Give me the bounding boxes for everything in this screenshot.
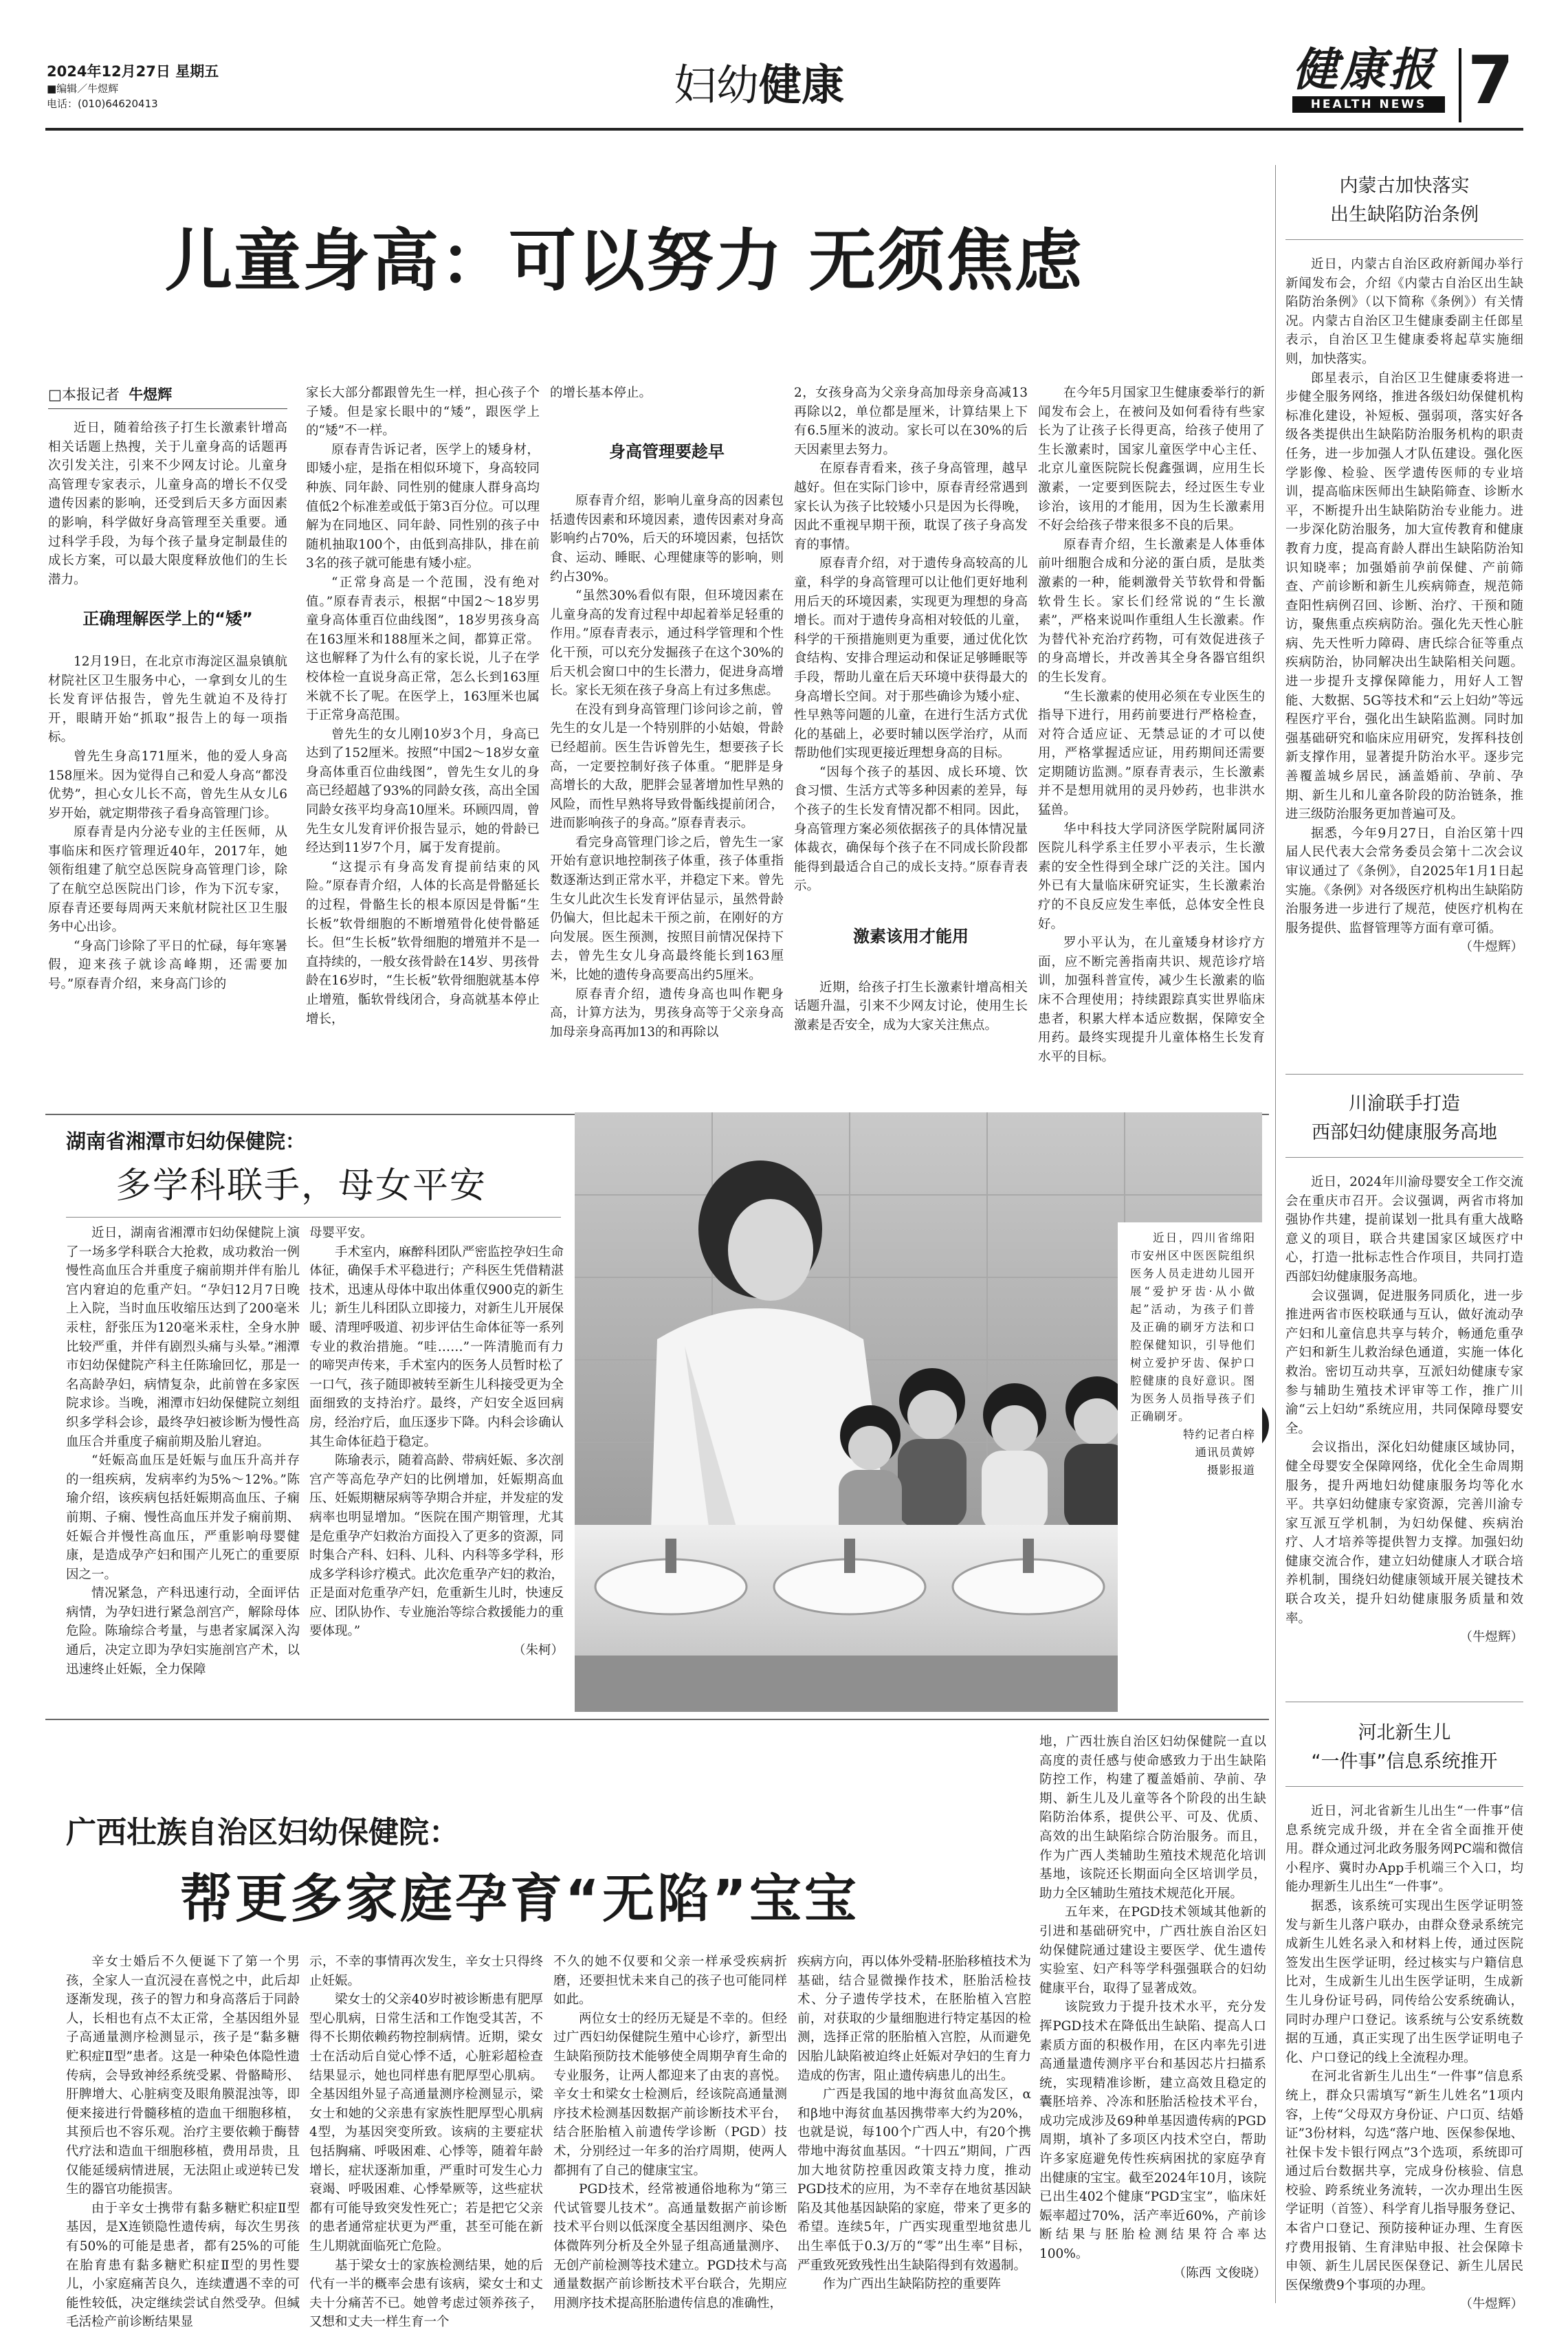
paragraph: “因每个孩子的基因、成长环境、饮食习惯、生活方式等多种因素的差异，每个孩子的生长发育情况都不相同。因此，身高管理方案必须依据孩子的具体情况量体裁衣，确保每个孩子在不同成长阶段都能得到最适合自己的成长支持。”原春青表示。 bbox=[794, 764, 1028, 894]
hunan-rule bbox=[66, 1217, 561, 1218]
masthead-divider bbox=[1459, 48, 1461, 122]
paragraph: 作为广西出生缺陷防控的重要阵 bbox=[823, 2277, 1002, 2292]
side-title-line-2: 出生缺陷防治条例 bbox=[1330, 204, 1479, 226]
paragraph: 看完身高管理门诊之后，曾先生一家开始有意识地控制孩子体重，孩子体重指数逐渐达到正常水平，并稳定下来。曾先生女儿此次生长发育评估显示，虽然骨龄仍偏大，但比起未干预之前，在刚好的方向发展。医生预测，按照目前情况保持下去，曾先生女儿身高最终能长到163厘米，比她的遗传身高要高出约5厘米。 bbox=[550, 835, 784, 983]
hunan-author: （朱柯） bbox=[512, 1643, 564, 1658]
main-headline: 儿童身高：可以努力 无须焦虑 bbox=[165, 222, 1084, 300]
paragraph: 原春青介绍，影响儿童身高的因素包括遗传因素和环境因素，遗传因素对身高影响约占70%，后天的环境因素，包括饮食、运动、睡眠、心理健康等的影响，则约占30%。 bbox=[550, 494, 784, 584]
paragraph: 会议指出，深化妇幼健康区域协同，健全母婴安全保障网络，优化全生命周期服务，提升两地妇幼健康服务均等化水平。共享妇幼健康专家资源，完善川渝专家互派互学机制，为妇幼保健、疾病治疗、人才培养等提供智力支撑。加强妇幼健康交流合作，建立妇幼健康人才联合培养机制，围绕妇幼健康领域开展关键技术联合攻关，提升妇幼健康服务质量和效率。 bbox=[1285, 1440, 1523, 1626]
caption-text: 近日，四川省绵阳市安州区中医医院组织医务人员走进幼儿园开展“爱护牙齿·从小做起”活动，为孩子们普及正确的刷牙方法和口腔保健知识，引导他们树立爱护牙齿、保护口腔健康的良好意识。图为医务人员指导孩子们正确刷牙。 bbox=[1130, 1231, 1255, 1423]
paragraph: 五年来，在PGD技术领域其他新的引进和基础研究中，广西壮族自治区妇幼保健院通过建设主要医学、优生遗传实验室、妇产科等学科强强联合的妇幼健康平台，取得了显著成效。 bbox=[1039, 1905, 1266, 1996]
paragraph: 疾病方向，再以体外受精-胚胎移植技术为基础，结合显微操作技术，胚胎活检技术、分子遗传学技术，在胚胎植入宫腔前，对获取的少量细胞进行特定基因的检测，选择正常的胚胎植入宫腔，从而避免因胎儿缺陷被迫终止妊娠对孕妇的生育力造成的伤害，阻止遗传病患儿的出生。 bbox=[797, 1955, 1031, 2083]
paragraph: “生长激素的使用必须在专业医生的指导下进行，用药前要进行严格检查，对符合适应证、无禁忌证的才可以使用，严格掌握适应证，用药期间还需要定期随访监测。”原春青表示，生长激素并不是想用就用的灵丹妙药，也非洪水猛兽。 bbox=[1038, 689, 1265, 818]
paragraph: 近日，湖南省湘潭市妇幼保健院上演了一场多学科联合大抢救，成功救治一例慢性高血压合并重度子痫前期并伴有胎儿宫内窘迫的危重产妇。“孕妇12月7日晚上入院，当时血压收缩压达到了200毫米汞柱，舒张压为120毫米汞柱，全身水肿比较严重，并伴有剧烈头痛与头晕。”湘潭市妇幼保健院产科主任陈瑜回忆，那是一名高龄孕妇，病情复杂，此前曾在多家医院求诊。当晚，湘潭市妇幼保健院立刻组织多学科会诊，最终孕妇被诊断为慢性高血压合并重度子痫前期及胎儿窘迫。 bbox=[66, 1226, 300, 1449]
guangxi-title: 帮更多家庭孕育“无陷”宝宝 bbox=[180, 1868, 859, 1929]
photo-credit-1: 特约记者白梓 bbox=[1183, 1428, 1255, 1441]
main-col-4 bbox=[794, 384, 1028, 1112]
paragraph: 曾先生的女儿刚10岁3个月，身高已达到了152厘米。按照“中国2～18岁女童身高体重百位曲线图”，曾先生女儿的身高已经超越了93%的同龄女孩，高出全国同龄女孩平均身高10厘米。环顾四周，曾先生女儿发育评价报告显示，她的骨龄已经达到11岁7个月，属于发育提前。 bbox=[306, 727, 540, 856]
paragraph: 郎星表示，自治区卫生健康委将进一步健全服务网络，推进各级妇幼保健机构标准化建设，补短板、强弱项，落实好各级各类提供出生缺陷防治服务机构的职责任务，进一步加强人才队伍建设。强化医学影像、检验、医学遗传医师的专业培训，提高临床医师出生缺陷筛查、诊断水平，不断提升出生缺陷防治专业能力。进一步深化防治服务，加大宣传教育和健康教育力度，提高育龄人群出生缺陷防治知识知晓率；加强婚前孕前保健、产前筛查、产前诊断和新生儿疾病筛查，规范筛查阳性病例召回、诊断、治疗、干预和随访，聚焦重点疾病防治。强化先天性心脏病、先天性听力障碍、唐氏综合征等重点疾病防治，协同解决出生缺陷相关问题。进一步提升支撑保障能力，用好人工智能、大数据、5G等技术和“云上妇幼”等远程医疗平台，强化出生缺陷监测。同时加强基础研究和临床应用研究，发挥科技创新支撑作用，显著提升防治水平。逐步完善覆盖城乡居民，涵盖婚前、孕前、孕期、新生儿和儿童各阶段的防治链条，推进三级防治服务更加普遍可及。 bbox=[1285, 371, 1523, 822]
paragraph: 2，女孩身高为父亲身高加母亲身高减13再除以2，单位都是厘米，计算结果上下有6.5厘米的波动。家长可以在30%的后天因素里去努力。 bbox=[794, 386, 1028, 457]
paragraph: 母婴平安。 bbox=[309, 1226, 373, 1240]
paragraph: 12月19日，在北京市海淀区温泉镇航材院社区卫生服务中心，一拿到女儿的生长发育评估报告，曾先生就迫不及待打开，眼睛开始“抓取”报告上的每一项指标。 bbox=[48, 654, 287, 745]
photo-credit-3: 摄影报道 bbox=[1207, 1464, 1255, 1477]
section-rule-2 bbox=[45, 1719, 1269, 1720]
paragraph: PGD技术，经常被通俗地称为“第三代试管婴儿技术”。高通量数据产前诊断技术平台则以低深度全基因组测序、染色体微阵列分析及全外显子组高通量测序、无创产前检测等技术建立。PGD技术与高通量数据产前诊断技术平台联合，先期应用测序技术提高胚胎遗传信息的准确性， bbox=[553, 2182, 787, 2311]
side-title-rule bbox=[1285, 239, 1523, 240]
byline-name: 牛煜辉 bbox=[129, 386, 173, 403]
byline-prefix: □本报记者 bbox=[48, 386, 120, 403]
side-title-line-1: 内蒙古加快落实 bbox=[1339, 175, 1470, 197]
paragraph: 据悉，该系统可实现出生医学证明签发与新生儿落户联办，由群众登录系统完成新生儿姓名录入和材料上传，通过医院签发出生医学证明，经过核实与户籍信息比对，生成新生儿出生医学证明，生成新生儿身份证号码，同传给公安系统确认，同时办理户口登记。该系统与公安系统数据的互通，真正实现了出生医学证明电子化、户口登记的线上全流程办理。 bbox=[1285, 1898, 1523, 2065]
side-author: （牛煜辉） bbox=[1459, 2297, 1523, 2312]
side-rule-1 bbox=[1285, 1074, 1523, 1075]
paragraph: 该院致力于提升技术水平，充分发挥PGD技术在降低出生缺陷、提高人口素质方面的积极作用，在区内率先引进高通量遗传测序平台和基因芯片扫描系统，实现精准诊断，建立高效且稳定的囊胚培养、冷冻和胚胎活检技术平台，成功完成涉及69种单基因遗传病的PGD周期，填补了多项区内技术空白，帮助许多家庭避免传性疾病困扰的家庭孕育出健康的宝宝。截至2024年10月，该院已出生402个健康“PGD宝宝”，临床妊娠率超过70%，活产率近60%，产前诊断结果与胚胎检测结果符合率达100%。 bbox=[1039, 2000, 1266, 2262]
paragraph: 近日，2024年川渝母婴安全工作交流会在重庆市召开。会议强调，两省市将加强协作共建，提前谋划一批具有重大战略意义的项目，联合共建国家区域医疗中心，打造一批标志性合作项目，共同打造西部妇幼健康服务高地。 bbox=[1285, 1175, 1523, 1284]
main-col-3 bbox=[550, 384, 784, 1112]
side-author: （牛煜辉） bbox=[1459, 1630, 1523, 1645]
side-title-line-1: 河北新生儿 bbox=[1358, 1722, 1451, 1744]
guangxi-kicker: 广西壮族自治区妇幼保健院： bbox=[66, 1815, 459, 1850]
sidebar-item-1 bbox=[1285, 172, 1523, 1059]
paragraph: 不久的她不仅要和父亲一样承受疾病折磨，还要担忧未来自己的孩子也可能同样如此。 bbox=[553, 1955, 787, 2008]
guangxi-author: （陈西 文俊晓） bbox=[1173, 2265, 1266, 2280]
guangxi-col-5 bbox=[1039, 1732, 1266, 2296]
masthead-en: HEALTH NEWS bbox=[1292, 96, 1445, 113]
hunan-kicker: 湖南省湘潭市妇幼保健院： bbox=[66, 1130, 306, 1153]
subheading: 激素该用才能用 bbox=[853, 927, 969, 947]
side-title-rule bbox=[1285, 1786, 1523, 1787]
paragraph: 据悉，今年9月27日，自治区第十四届人民代表大会常务委员会第十二次会议审议通过了《条例》，自2025年1月1日起实施。《条例》对各级医疗机构出生缺陷防治服务进一步进行了规范，使医疗机构在服务提供、监督管理等方面有章可循。 bbox=[1285, 826, 1523, 936]
paragraph: “虽然30%看似有限，但环境因素在儿童身高的发育过程中却起着举足轻重的作用。”原春青表示，通过科学管理和个性化干预，可以充分发掘孩子在这个30%的后天机会窗口中的生长潜力，促进身高增长。家长无须在孩子身高上有过多焦虑。 bbox=[550, 588, 784, 698]
photo-credit-2: 通讯员黄婷 bbox=[1195, 1446, 1255, 1459]
photo-caption bbox=[1130, 1229, 1255, 1480]
paragraph: 原春青介绍，生长激素是人体垂体前叶细胞合成和分泌的蛋白质，是肽类激素的一种，能刺激骨关节软骨和骨骺软骨生长。家长们经常说的“生长激素”，严格来说叫作重组人生长激素。作为替代补充治疗药物，可有效促进孩子的身高增长，并改善其全身各器官组织的生长发育。 bbox=[1038, 537, 1265, 685]
sidebar-item-2 bbox=[1285, 1090, 1523, 1695]
paragraph: 陈瑜表示，随着高龄、带病妊娠、多次剖宫产等高危孕产妇的比例增加，妊娠期高血压、妊娠期糖尿病等孕期合并症，并发症的发病率也明显增加。“医院在围产期管理，尤其是危重孕产妇救治方面投入了更多的资源，同时集合产科、妇科、儿科、内科等多学科，形成多学科诊疗模式。此次危重孕产妇的救治，正是面对危重孕产妇，危重新生儿时，快速反应、团队协作、专业施治等综合救援能力的重要体现。” bbox=[309, 1453, 564, 1639]
paragraph: 的增长基本停止。 bbox=[550, 386, 652, 400]
guangxi-col-2 bbox=[309, 1952, 543, 2330]
paragraph: 近日，随着给孩子打生长激素针增高相关话题上热搜，关于儿童身高的话题再次引发关注，引来不少网友讨论。儿童身高管理专家表示，儿童身高的增长不仅受遗传因素的影响，还受到后天多方面因素的影响，科学做好身高管理至关重要。通过科学手段，为每个孩子量身定制最佳的成长方案，可以最大限度释放他们的生长潜力。 bbox=[48, 421, 287, 587]
paragraph: 在今年5月国家卫生健康委举行的新闻发布会上，在被问及如何看待有些家长为了让孩子长得更高，给孩子使用了生长激素时，国家儿童医学中心主任、北京儿童医院院长倪鑫强调，应用生长激素，一定要到医院去，经过医生专业诊治，该用的才能用，因为生长激素用不好会给孩子带来很多不良的后果。 bbox=[1038, 386, 1265, 534]
side-title-line-2: “一件事”信息系统推开 bbox=[1311, 1751, 1498, 1772]
paragraph: 原春青介绍，遗传身高也叫作靶身高，计算方法为，男孩身高等于父亲身高加母亲身高再加13的和再除以 bbox=[550, 987, 784, 1040]
side-body bbox=[1285, 1802, 1523, 2311]
paragraph: 两位女士的经历无疑是不幸的。但经过广西妇幼保健院生殖中心诊疗，新型出生缺陷预防技术能够使全周期孕育生命的专业服务，让两人都迎来了由衷的喜悦。辛女士和梁女士检测后，经该院高通量测序技术检测基因数据产前诊断技术平台，结合胚胎植入前遗传学诊断（PGD）技术，分别经过一年多的治疗周期，使两人都拥有了自己的健康宝宝。 bbox=[553, 2011, 787, 2178]
header-rule bbox=[45, 128, 1523, 131]
side-title-line-2: 西部妇幼健康服务高地 bbox=[1312, 1122, 1497, 1143]
side-body bbox=[1285, 1173, 1523, 1702]
main-col-2 bbox=[306, 384, 540, 1112]
side-body bbox=[1285, 255, 1523, 1066]
masthead-text: 健康报 bbox=[1292, 43, 1437, 96]
paragraph: 罗小平认为，在儿童矮身材诊疗方面，应不断完善指南共识、规范诊疗培训，加强科普宣传，减少生长激素的临床不合理使用；持续跟踪真实世界临床患者，积累大样本适应数据，保障安全用药。最终实现提升儿童体格生长发育水平的目标。 bbox=[1038, 936, 1265, 1064]
paragraph: “妊娠高血压是妊娠与血压升高并存的一组疾病，发病率约为5%～12%。”陈瑜介绍，该疾病包括妊娠期高血压、子痫前期、子痫、慢性高血压并发子痫前期、妊娠合并慢性高血压，严重影响母婴健康，是造成孕产妇和围产儿死亡的重要原因之一。 bbox=[66, 1453, 300, 1582]
paragraph: “这提示有身高发育提前结束的风险。”原春青介绍，人体的长高是骨骼延长的过程，骨骼生长的根本原因是骨骺“生长板”软骨细胞的不断增殖骨化使骨骼延长。但“生长板”软骨细胞的增殖并不是一直持续的，一般女孩骨龄在14岁、男孩骨龄在16岁时，“生长板”软骨细胞就基本停止增殖，骺软骨线闭合，身高就基本停止增长， bbox=[306, 859, 540, 1026]
masthead-logo bbox=[1292, 43, 1464, 118]
side-title-rule bbox=[1285, 1157, 1523, 1158]
paragraph: 由于辛女士携带有黏多糖贮积症Ⅱ型基因，是X连锁隐性遗传病，每次生男孩有50%的可能是患者，都有25%的可能在胎育患有黏多糖贮积症Ⅱ型的男性婴儿，小家庭痛苦良久，连续遭遇不幸的可能性较低，决定继续尝试自然受孕。但缄毛活检产前诊断结果显 bbox=[66, 2201, 300, 2330]
paragraph: 手术室内，麻醉科团队严密监控孕妇生命体征，确保手术平稳进行；产科医生凭借精湛技术，迅速从母体中取出体重仅900克的新生儿；新生儿科团队立即接力，对新生儿开展保暖、清理呼吸道、初步评估生命体征等一系列专业的救治措施。“哇……”一阵清脆而有力的啼哭声传来，手术室内的医务人员暂时松了一口气，孩子随即被转至新生儿科接受更为全面细致的支持治疗。最终，产妇安全返回病房，经治疗后，血压逐步下降。内科会诊确认其生命体征趋于稳定。 bbox=[309, 1244, 564, 1449]
hunan-col-2 bbox=[309, 1224, 564, 1712]
hunan-title: 多学科联手，母女平安 bbox=[115, 1165, 487, 1207]
paragraph: 在没有到身高管理门诊问诊之前，曾先生的女儿是一个特别胖的小姑娘，骨龄已经超前。医生告诉曾先生，想要孩子长高，一定要控制好孩子体重。“肥胖是身高增长的大敌，肥胖会显著增加性早熟的风险，而性早熟将导致骨骺线提前闭合，进而影响孩子的身高。”原春青表示。 bbox=[550, 702, 784, 831]
hunan-col-1 bbox=[66, 1224, 300, 1712]
paragraph: 华中科技大学同济医学院附属同济医院儿科学系主任罗小平表示，生长激素的安全性得到全球广泛的关注。国内外已有大量临床研究证实，生长激素治疗的不良反应发生率低，总体安全性良好。 bbox=[1038, 822, 1265, 932]
side-author: （牛煜辉） bbox=[1459, 940, 1523, 955]
guangxi-col-4 bbox=[797, 1739, 1031, 2296]
paragraph: 梁女士的父亲40岁时被诊断患有肥厚型心肌病，日常生活和工作饱受其苦，不得不长期依赖药物控制病情。近期，梁女士在活动后自觉心悸不适，心脏彩超检查结果显示，她也同样患有肥厚型心肌病。全基因组外显子高通量测序检测显示，梁女士和她的父亲患有家族性肥厚型心肌病4型，为基因突变所致。该病的主要症状包括胸痛、呼吸困难、心悸等，随着年龄增长，症状逐渐加重，严重时可发生心力衰竭、呼吸困难、心悸晕厥等，这些症状都有可能导致突发性死亡；若是把它父亲的患者通常症状更为严重，甚至可能在新生儿期就面临死亡危险。 bbox=[309, 1992, 543, 2254]
paragraph: 原春青介绍，对于遗传身高较高的儿童，科学的身高管理可以让他们更好地利用后天的环境因素，实现更为理想的身高增长。而对于遗传身高相对较低的儿童，科学的干预措施则更为重要，通过优化饮食结构、安排合理运动和保证足够睡眠等手段，帮助儿童在后天环境中获得最大的身高增长空间。对于那些确诊为矮小症、性早熟等问题的儿童，在进行生活方式优化的基础上，必要时辅以医学治疗，从而帮助他们实现更接近理想身高的目标。 bbox=[794, 556, 1028, 761]
phone-line: 电话：(010)64620413 bbox=[47, 98, 158, 110]
paragraph: 示，不幸的事情再次发生，辛女士只得终止妊娠。 bbox=[309, 1955, 543, 1988]
sidebar-divider bbox=[1275, 165, 1276, 2303]
paragraph: 基于梁女士的家族检测结果，她的后代有一半的概率会患有该病，梁女士和丈夫十分痛苦不已。她曾考虑过领养孩子，又想和丈夫一样生育一个 bbox=[309, 2258, 543, 2330]
paragraph: “正常身高是一个范围，没有绝对值。”原春青表示，根据“中国2～18岁男童身高体重百位曲线图”，18岁男孩身高在163厘米和188厘米之间，都算正常。这也解释了为什么有的家长说，儿子在学校体检一直说身高正常，怎么长到163厘米就不长了呢。在医学上，163厘米也属于正常身高范围。 bbox=[306, 575, 540, 723]
paragraph: 原春青告诉记者，医学上的矮身材，即矮小症，是指在相似环境下，身高较同种族、同年龄、同性别的健康人群身高均值低2个标准差或低于第3百分位。可以理解为在同地区、同年龄、同性别的孩子中随机抽取100个，由低到高排队，排在前3名的孩子就可能患有矮小症。 bbox=[306, 442, 540, 571]
paragraph: 辛女士婚后不久便诞下了第一个男孩，全家人一直沉浸在喜悦之中，此后却逐渐发现，孩子的智力和身高落后于同龄人，长相也有点不太正常，全基因组外显子高通量测序检测显示，孩子是“黏多糖贮积症Ⅱ型”患者。这是一种染色体隐性遗传病，会导致神经系统受累、骨骼畸形、肝脾增大、心脏病变及眼角膜混浊等，即便来接进行骨髓移植的造血干细胞移植，其预后也不容乐观。治疗主要依赖于酶替代疗法和造血干细胞移植，费用昂贵，且仅能延缓病情进展，无法阻止或逆转已发生的器官功能损害。 bbox=[66, 1955, 300, 2197]
guangxi-col-1 bbox=[66, 1952, 300, 2330]
editor-line: ■编辑／牛煜辉 bbox=[47, 82, 119, 95]
section-title-bold: 健康 bbox=[759, 60, 845, 110]
paragraph: 近期，给孩子打生长激素针增高相关话题升温，引来不少网友讨论，使用生长激素是否安全，成为大家关注焦点。 bbox=[794, 980, 1028, 1033]
paragraph: 原春青是内分泌专业的主任医师，从事临床和医疗管理近40年，2017年，她领衔组建了航空总医院身高管理门诊，除了在航空总医院出门诊，作为下沉专家，原春青还要每周两天来航材院社区卫生服务中心出诊。 bbox=[48, 825, 287, 935]
page-number: 7 bbox=[1468, 42, 1514, 119]
side-title-line-1: 川渝联手打造 bbox=[1349, 1093, 1460, 1114]
main-col-5 bbox=[1038, 384, 1265, 1112]
paragraph: 近日，河北省新生儿出生“一件事”信息系统完成升级，并在全省全面推开使用。群众通过河北政务服务网PC端和微信小程序、冀时办App手机端三个入口，均能办理新生儿出生“一件事”。 bbox=[1285, 1804, 1523, 1895]
paragraph: 在河北省新生儿出生“一件事”信息系统上，群众只需填写“新生儿姓名”1项内容，上传“父母双方身份证、户口页、结婚证”3份材料，勾选“落户地、医保参保地、社保卡发卡银行网点”3个选项，系统即可通过后台数据共享，完成身份核验、信息校验、跨系统业务流转，一次办理出生医学证明（首签）、科学育儿指导服务登记、本省户口登记、预防接种证办理、生育医疗费用报销、生育津贴申报、社会保障卡申领、新生儿居民医保登记、新生儿居民医保缴费9个事项的办理。 bbox=[1285, 2069, 1523, 2293]
paragraph: 会议强调，促进服务同质化，进一步推进两省市医校联通与互认，做好流动孕产妇和儿童信息共享与转介，畅通危重孕产妇和新生儿救治绿色通道，实施一体化救治。密切互动共享，互派妇幼健康专家参与辅助生殖技术评审等工作，推广川渝“云上妇幼”系统应用，共同保障母婴安全。 bbox=[1285, 1288, 1523, 1436]
byline bbox=[48, 384, 287, 409]
subheading: 身高管理要趁早 bbox=[609, 441, 725, 461]
paragraph: 在原春青看来，孩子身高管理，越早越好。但在实际门诊中，原春青经常遇到家长认为孩子比较矮小只是因为长得晚，因此不重视早期干预，耽误了孩子身高发育的事情。 bbox=[794, 461, 1028, 552]
paragraph: 广西是我国的地中海贫血高发区，α和β地中海贫血基因携带率大约为20%，也就是说，每100个广西人中，有20个携带地中海贫血基因。“十四五”期间，广西加大地贫防控重因政策支持力度，推动PGD技术的应用，为不幸存在地贫基因缺陷及其他基因缺陷的家庭，带来了更多的希望。连续5年，广西实现重型地贫患儿出生率低于0.3/万的“零”出生率”目标，严重致死致残性出生缺陷得到有效遏制。 bbox=[797, 2087, 1031, 2273]
sidebar-item-3 bbox=[1285, 1719, 1523, 2312]
section-title bbox=[674, 60, 844, 110]
subheading: 正确理解医学上的“矮” bbox=[82, 609, 253, 629]
paragraph: 曾先生身高171厘米，他的爱人身高158厘米。因为觉得自己和爱人身高“都没优势”，担心女儿长不高，曾先生从女儿6岁开始，就定期带孩子看身高管理门诊。 bbox=[48, 749, 287, 821]
paragraph: 家长大部分都跟曾先生一样，担心孩子个子矮。但是家长眼中的“矮”，跟医学上的“矮”不一样。 bbox=[306, 386, 540, 439]
main-col-1 bbox=[48, 384, 287, 1112]
paragraph: 近日，内蒙古自治区政府新闻办举行新闻发布会，介绍《内蒙古自治区出生缺陷防治条例》（以下简称《条例》）有关情况。内蒙古自治区卫生健康委副主任郎星表示，自治区卫生健康委将起草实施细则，加快落实。 bbox=[1285, 257, 1523, 366]
guangxi-col-3 bbox=[553, 1739, 787, 2311]
issue-date: 2024年12月27日 星期五 bbox=[47, 63, 219, 80]
paragraph: 地，广西壮族自治区妇幼保健院一直以高度的责任感与使命感致力于出生缺陷防控工作，构建了覆盖婚前、孕前、孕期、新生儿及儿童等各个阶段的出生缺陷防治体系，提供公平、可及、优质、高效的出生缺陷综合防治服务。而且，作为广西人类辅助生殖技术规范化培训基地，该院还长期面向全区培训学员，助力全区辅助生殖技术规范化开展。 bbox=[1039, 1735, 1266, 1901]
section-title-light: 妇幼 bbox=[674, 60, 760, 110]
paragraph: 情况紧急，产科迅速行动，全面评估病情，为孕妇进行紧急剖宫产，解除母体危险。陈瑜综合考量，与患者家属深入沟通后，决定立即为孕妇实施剖宫产术，以迅速终止妊娠，全力保障 bbox=[66, 1586, 300, 1677]
paragraph: “身高门诊除了平日的忙碌，每年寒暑假，迎来孩子就诊高峰期，还需要加号。”原春青介绍，来身高门诊的 bbox=[48, 938, 287, 992]
news-photo bbox=[575, 1112, 1262, 1712]
